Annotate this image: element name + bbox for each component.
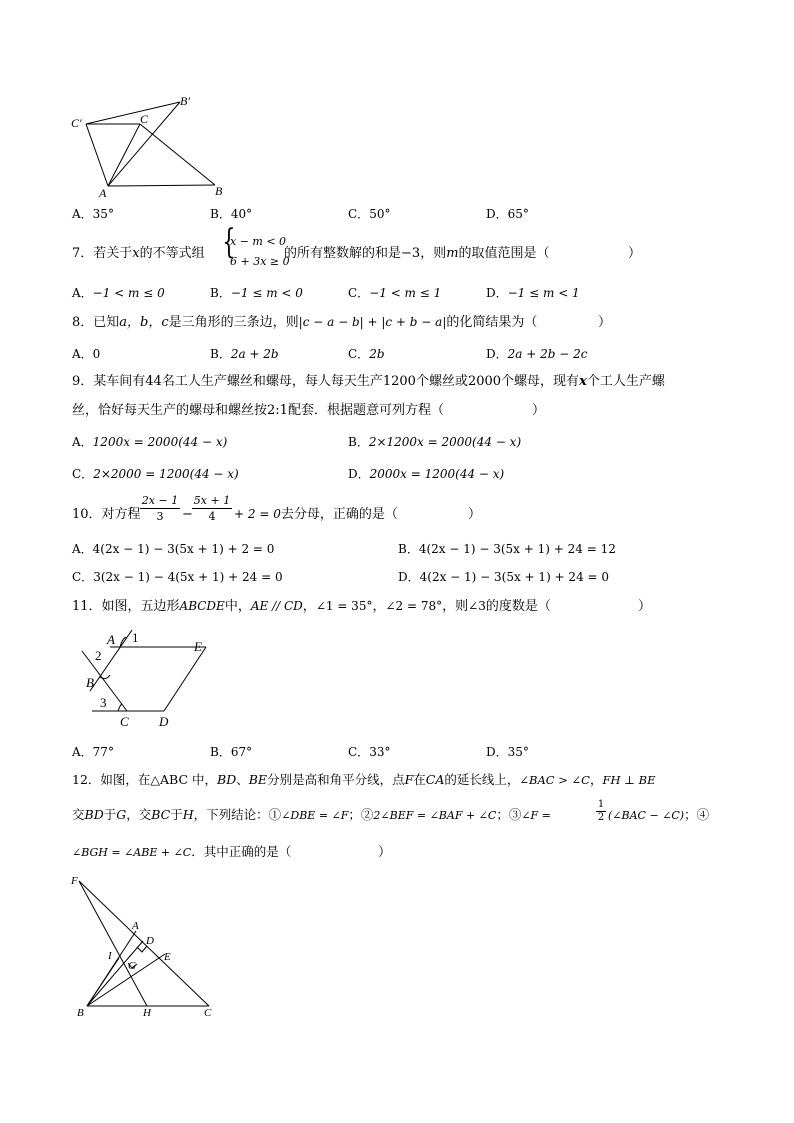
q9-number: 44 [145, 374, 162, 389]
segment-b-d [87, 941, 143, 1006]
q10-fraction-1 [140, 495, 180, 522]
fraction-bar [192, 508, 232, 509]
q11-option-d[interactable] [486, 746, 529, 758]
label-e: E [164, 951, 171, 963]
option-letter: A． [72, 745, 93, 759]
q12-conclusion-3: (∠BAC − ∠C) [608, 809, 685, 822]
q9-option-c[interactable] [72, 468, 239, 480]
label-h: H [143, 1007, 151, 1019]
segment-cp-bp [86, 102, 180, 124]
label-b: B [77, 1007, 84, 1019]
q7-text: 7．若关于 [72, 246, 133, 261]
q12-text: 的延长线上， [444, 772, 520, 787]
q12-text: 于 [170, 807, 183, 822]
label-e: E [194, 639, 202, 654]
option-text: 1200x = 2000(44 − x) [92, 435, 228, 449]
q12-text: 交 [72, 807, 85, 822]
option-letter: C． [348, 207, 370, 221]
fraction-denominator: 2 [597, 812, 605, 823]
label-2: 2 [95, 648, 102, 663]
fraction-numerator: 1 [597, 799, 605, 810]
option-letter: A． [72, 207, 93, 221]
q9-option-d[interactable] [348, 468, 504, 480]
q8-option-d[interactable] [486, 348, 587, 360]
option-letter: D． [398, 570, 420, 584]
option-text: −1 < m ≤ 1 [369, 286, 442, 300]
q12-text: 在 [413, 772, 426, 787]
q9-text: 名工人生产螺丝和螺母，每人每天生产 [161, 374, 383, 389]
option-text: 35° [507, 745, 529, 759]
q12-point: H [182, 807, 194, 822]
label-c: C [140, 112, 149, 126]
q7-text: ，则 [420, 246, 447, 261]
q9-text: 个螺母，现有 [501, 374, 580, 389]
q8-close-paren: ） [598, 315, 612, 330]
q9-option-a[interactable] [72, 436, 227, 448]
q7-inequality-system [220, 222, 290, 273]
q11-option-a[interactable] [72, 746, 114, 758]
figure-rotated-triangles [60, 90, 240, 202]
q9-text: 配套．根据题意可列方程（ [287, 403, 444, 418]
q12-condition: ∠BAC > ∠C [519, 773, 590, 787]
q7-text: 的所有整数解的和是 [284, 246, 402, 261]
q12-text: ， [589, 772, 603, 787]
fraction-denominator: 3 [156, 510, 164, 523]
option-letter: B． [210, 207, 231, 221]
q7-text: 的取值范围是（ [458, 246, 550, 261]
q12-point: F [404, 772, 414, 787]
q9-text: 个工人生产螺 [586, 374, 665, 389]
q12-conclusion-2: 2∠BEF = ∠BAF + ∠C [373, 809, 497, 822]
q7-close-paren: ） [628, 246, 642, 261]
q9-close-paren: ） [532, 403, 546, 418]
fraction-numerator: 2x − 1 [141, 494, 179, 507]
q12-text: 分别是高和角平分线，点 [267, 772, 405, 787]
q10-tail: + 2 = 0 [234, 507, 281, 521]
q12-stem-line2 [72, 809, 551, 822]
q11-text: 11．如图，五边形 [72, 599, 180, 614]
q8-text: 的化简结果为（ [446, 315, 538, 330]
q11-ask: ∠3 [468, 599, 486, 613]
option-letter: C． [348, 286, 370, 300]
q12-text: ，交 [126, 807, 152, 822]
q9-text: 个螺丝或 [415, 374, 468, 389]
option-text: 0 [92, 347, 101, 361]
fraction-denominator: 4 [208, 510, 216, 523]
fraction-bar [140, 508, 180, 509]
q8-text: 是三角形的三条边，则 [168, 315, 299, 330]
q12-segment: BD [84, 807, 104, 822]
q10-option-d[interactable] [398, 571, 609, 583]
label-c-prime: C′ [71, 116, 82, 130]
segment-c-b [140, 124, 215, 185]
q11-text: 中， [224, 599, 251, 614]
q12-stem-line2-end [608, 809, 709, 822]
option-text: −1 ≤ m < 1 [507, 286, 580, 300]
q12-fraction-half [596, 800, 606, 823]
q9-stem-line2 [72, 404, 444, 417]
option-text: 3(2x − 1) − 4(5x + 1) + 24 = 0 [93, 570, 283, 584]
q11-condition: ∠1 = 35° [315, 599, 373, 613]
option-text: 33° [369, 745, 391, 759]
q11-close-paren: ） [638, 599, 652, 614]
q11-pentagon: ABCDE [179, 599, 225, 613]
q11-text: ， [302, 599, 316, 614]
q7-option-b[interactable] [210, 287, 303, 299]
q11-condition: ∠2 = 78° [385, 599, 443, 613]
option-text: 67° [230, 745, 253, 759]
q7-option-d[interactable] [486, 287, 580, 299]
brace-icon: { [222, 222, 236, 262]
label-c: C [120, 714, 129, 729]
q10-minus: − [182, 507, 193, 522]
q7-stem-start [72, 247, 205, 260]
q7-stem-end [284, 247, 550, 260]
q9-ratio: 2:1 [267, 403, 288, 418]
figure-triangle-abc [66, 872, 226, 1022]
label-d: D [159, 714, 169, 729]
q8-option-b[interactable] [210, 348, 279, 360]
option-text: 50° [369, 207, 391, 221]
q11-condition: AE // CD [250, 599, 303, 613]
option-text: 2×1200x = 2000(44 − x) [368, 435, 522, 449]
q12-text: 12．如图，在△ABC 中， [72, 772, 218, 787]
q7-option-a[interactable] [72, 287, 165, 299]
label-i: I [108, 950, 112, 962]
q7-sum: −3 [401, 246, 421, 261]
q11-option-b[interactable] [210, 746, 252, 758]
option-text: 2b [369, 347, 385, 361]
q12-conclusion-1: ∠DBE = ∠F [281, 809, 349, 822]
q12-text: ；④ [684, 807, 710, 822]
option-text: 4(2x − 1) − 3(5x + 1) + 2 = 0 [92, 542, 275, 556]
option-text: 4(2x − 1) − 3(5x + 1) + 24 = 12 [418, 542, 616, 556]
q12-text: ，下列结论：① [193, 807, 282, 822]
q8-text: 8．已知 [72, 315, 120, 330]
option-letter: B． [398, 542, 419, 556]
q8-vars: a，b，c [119, 315, 169, 330]
option-letter: C． [348, 745, 370, 759]
q7-option-c[interactable] [348, 287, 441, 299]
q12-segment: BC [151, 807, 171, 822]
q11-text: ，则 [442, 599, 469, 614]
q8-option-a[interactable] [72, 348, 100, 360]
q10-option-a[interactable] [72, 543, 274, 555]
angle-arc-3 [118, 704, 122, 711]
option-letter: D． [486, 347, 508, 361]
label-a: A [107, 632, 115, 647]
option-text: 65° [507, 207, 529, 221]
q12-conclusion-3: ∠F = [521, 809, 551, 822]
q9-text: 9．某车间有 [72, 374, 146, 389]
fraction-numerator: 5x + 1 [193, 494, 231, 507]
q9-option-b[interactable] [348, 436, 521, 448]
option-letter: C． [72, 570, 94, 584]
q12-segment: BD [217, 772, 237, 787]
segment-f-c [79, 881, 209, 1006]
option-letter: B． [210, 745, 231, 759]
option-text: 35° [92, 207, 114, 221]
q12-text: ；③ [496, 807, 522, 822]
angle-arc-1 [120, 637, 126, 647]
q12-point: G [116, 807, 127, 822]
option-letter: A． [72, 286, 93, 300]
segment-f-h [79, 881, 147, 1006]
q8-expression: |c − a − b| + |c + b − a| [298, 315, 447, 329]
option-text: 77° [92, 745, 114, 759]
q8-stem [72, 316, 537, 329]
segment-b-i [87, 958, 119, 1006]
q12-stem-line1 [72, 774, 655, 787]
q9-number: 2000 [467, 374, 502, 389]
q9-var: x [579, 374, 587, 389]
label-f: F [71, 875, 78, 887]
label-a: A [132, 920, 139, 932]
option-letter: B． [210, 286, 231, 300]
label-d: D [146, 935, 154, 947]
label-c: C [204, 1007, 212, 1019]
q10-stem-end [234, 508, 398, 521]
q10-option-b[interactable] [398, 543, 616, 555]
q6-option-a[interactable] [72, 208, 114, 220]
q10-option-c[interactable] [72, 571, 283, 583]
q11-stem [72, 600, 551, 613]
option-letter: A． [72, 435, 93, 449]
option-text: 4(2x − 1) − 3(5x + 1) + 24 = 0 [419, 570, 610, 584]
line-ed [164, 647, 206, 711]
q7-text: 的不等式组 [139, 246, 205, 261]
q11-text: 的度数是（ [485, 599, 551, 614]
label-b: B [215, 184, 223, 198]
q10-fraction-2 [192, 495, 232, 522]
q11-text: ， [372, 599, 386, 614]
q6-option-b[interactable] [210, 208, 252, 220]
option-letter: B． [210, 347, 231, 361]
option-text: 40° [230, 207, 253, 221]
q10-close-paren: ） [468, 507, 482, 522]
q9-number: 1200 [382, 374, 416, 389]
q6-option-c[interactable] [348, 208, 390, 220]
q11-option-c[interactable] [348, 746, 390, 758]
q7-param: m [446, 246, 459, 261]
option-letter: A． [72, 347, 93, 361]
label-1: 1 [132, 630, 139, 645]
q12-stem-line3 [72, 846, 291, 859]
q9-stem-line1 [72, 375, 665, 388]
q10-text: 去分母，正确的是（ [280, 507, 398, 522]
label-b-prime: B′ [180, 94, 190, 108]
option-letter: D． [486, 207, 508, 221]
q7-var: x [132, 246, 140, 261]
segment-a-b [108, 185, 215, 186]
option-text: 2×2000 = 1200(44 − x) [93, 467, 239, 481]
segment-cp-a [86, 124, 108, 186]
option-text: −1 ≤ m < 0 [230, 286, 303, 300]
q12-close-paren: ） [378, 845, 392, 860]
q12-text: 、 [236, 772, 249, 787]
system-line-2: 6 + 3x ≥ 0 [230, 255, 290, 268]
option-letter: B． [348, 435, 369, 449]
option-text: 2a + 2b [230, 347, 279, 361]
label-b: B [86, 675, 94, 690]
option-letter: C． [72, 467, 94, 481]
q12-conclusion-4: ∠BGH = ∠ABE + ∠C [72, 846, 192, 859]
q6-option-d[interactable] [486, 208, 529, 220]
label-3: 3 [100, 695, 107, 710]
label-g: G [128, 960, 136, 972]
q12-text: ．其中正确的是（ [191, 844, 292, 859]
q12-segment: BE [248, 772, 268, 787]
q8-option-c[interactable] [348, 348, 385, 360]
option-letter: A． [72, 542, 93, 556]
system-line-1: x − m < 0 [230, 235, 287, 248]
q12-text: ；② [348, 807, 374, 822]
option-letter: D． [486, 286, 508, 300]
label-a: A [99, 186, 107, 200]
q12-segment: CA [425, 772, 445, 787]
q10-stem-start: 10．对方程 [72, 507, 141, 522]
q12-condition: FH ⊥ BE [602, 773, 656, 787]
option-letter: C． [348, 347, 370, 361]
option-letter: D． [486, 745, 508, 759]
q12-text: 于 [103, 807, 117, 822]
option-letter: D． [348, 467, 370, 481]
figure-pentagon [70, 625, 220, 730]
q9-text: 丝，恰好每天生产的螺母和螺丝按 [72, 403, 268, 418]
segment-b-e [87, 954, 165, 1006]
option-text: 2a + 2b − 2c [507, 347, 588, 361]
option-text: −1 < m ≤ 0 [92, 286, 165, 300]
option-text: 2000x = 1200(44 − x) [369, 467, 505, 481]
